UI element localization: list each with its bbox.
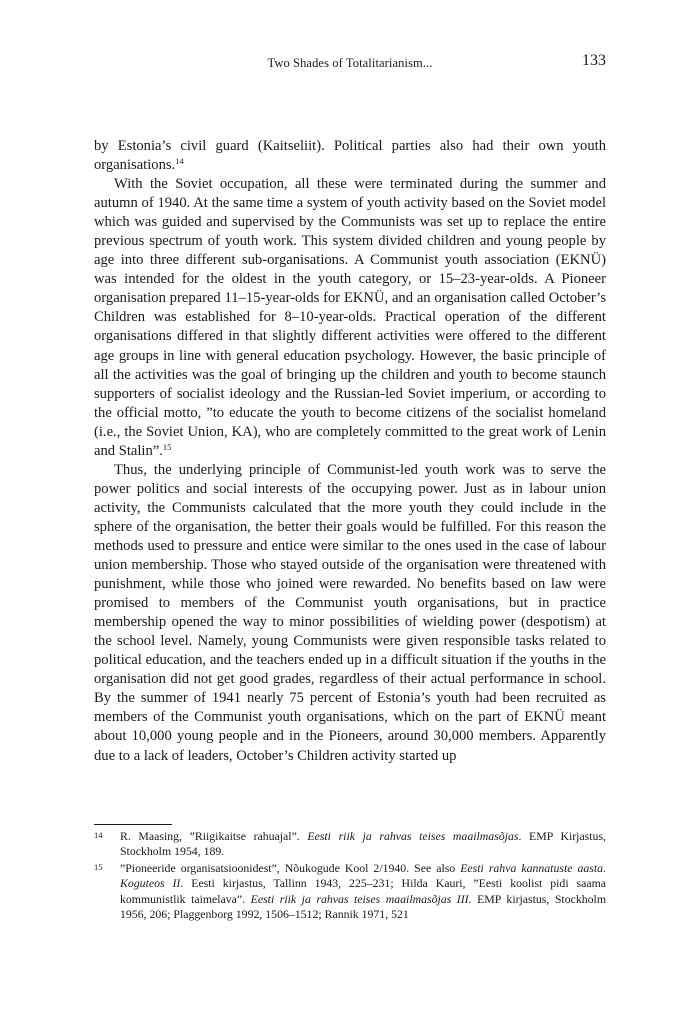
- footnote-text-part: R. Maasing, ”Riigikaitse rahuajal”.: [120, 829, 308, 843]
- footnote-italic-title: Eesti riik ja rahvas teises maailmasõjas: [307, 829, 519, 843]
- running-title: Two Shades of Totalitarianism...: [267, 56, 433, 70]
- footnote-ref-15[interactable]: 15: [162, 441, 172, 452]
- footnote-separator: [94, 824, 172, 825]
- paragraph-3-text: Thus, the underlying principle of Communist-led youth work was to serve the power politics and social interests of the occupying power. Just as in labour union activity, the Communists calculated that the more youth they could include in the sphere of the organisation, the better their goals would be fulfilled. For this reason the methods used to pressure and entice were similar to the ones used in the case of labour union membership. Those who stayed outside of the organisation were threatened with punishment, while those who joined were rewarded. No benefits based on law were promised to members of the Communist youth organisations, but in practice membership opened the way to minor possibilities of wielding power (despotism) at the school level. Namely, young Communists were given responsible tasks related to political education, and the teachers ended up in a difficult situation if the youths in the organisation did not get good grades, regardless of their actual performance in school. By the summer of 1941 nearly 75 percent of Estonia’s youth had been recruited as members of the Communist youth organisations, which on the part of EKNÜ meant about 10,000 young people and in the Pioneers, around 30,000 members. Apparently due to a lack of leaders, October’s Children activity started up: [94, 461, 606, 764]
- footnote-italic-title: Eesti rahva kannatuste aasta. Koguteos II.: [120, 860, 606, 891]
- footnote-number: 15: [94, 861, 103, 872]
- footnote-ref-14[interactable]: 14: [175, 156, 184, 167]
- footnote-italic-title: Eesti riik ja rahvas teises maailmasõjas III.: [250, 891, 472, 906]
- footnote-text-part: Eesti kirjastus, Tallinn 1943, 225–231; Hilda Kauri, ”Eesti koolist pidi saama kommunistlik taimelava”.: [120, 876, 606, 906]
- footnotes: [94, 829, 606, 923]
- footnote-14: [94, 829, 606, 860]
- page-number: 133: [582, 52, 606, 69]
- paragraph-1: [94, 137, 606, 175]
- footnote-number: 14: [94, 830, 103, 840]
- footnote-text-part: EMP kirjastus, Stockholm 1956, 206; Plaggenborg 1992, 1506–1512; Rannik 1971, 521: [120, 891, 606, 922]
- running-header: [94, 52, 606, 74]
- footnote-text: [120, 861, 606, 921]
- paragraph-1-text: by Estonia’s civil guard (Kaitseliit). Political parties also had their own youth organisations.: [94, 138, 606, 174]
- footnote-text: [120, 829, 606, 858]
- paragraph-3: [94, 461, 606, 766]
- body-text: [94, 137, 606, 766]
- paragraph-2-text: With the Soviet occupation, all these were terminated during the summer and autumn of 1940. At the same time a system of youth activity based on the Soviet model which was guided and supervised by the Communists was set up to replace the entire previous spectrum of youth work. This system divided children and young people by age into three different sub-organisations. A Communist youth association (EKNÜ) was intended for the oldest in the youth category, or 15–23-year-olds. A Pioneer organisation prepared 11–15-year-olds for EKNÜ, and an organisation called October’s Children was established for 8–10-year-olds. Practical operation of the different organisations differed in that slightly different activities were offered to the different age groups in line with general education psychology. However, the basic principle of all the activities was the goal of bringing up the children and youth to become staunch supporters of socialist ideology and the Russian-led Soviet imperium, or according to the official motto, ”to educate the youth to become citizens of the socialist homeland (i.e., the Soviet Union, KA), who are completely committed to the great work of Lenin and Stalin”.: [94, 176, 606, 459]
- footnote-15: [94, 861, 606, 923]
- paragraph-2: [94, 175, 606, 461]
- footnote-text-part: ”Pioneeride organisatsioonidest”, Nõukogude Kool 2/1940. See also: [120, 860, 461, 875]
- footnote-text-part: . EMP Kirjastus, Stockholm 1954, 189.: [120, 829, 606, 859]
